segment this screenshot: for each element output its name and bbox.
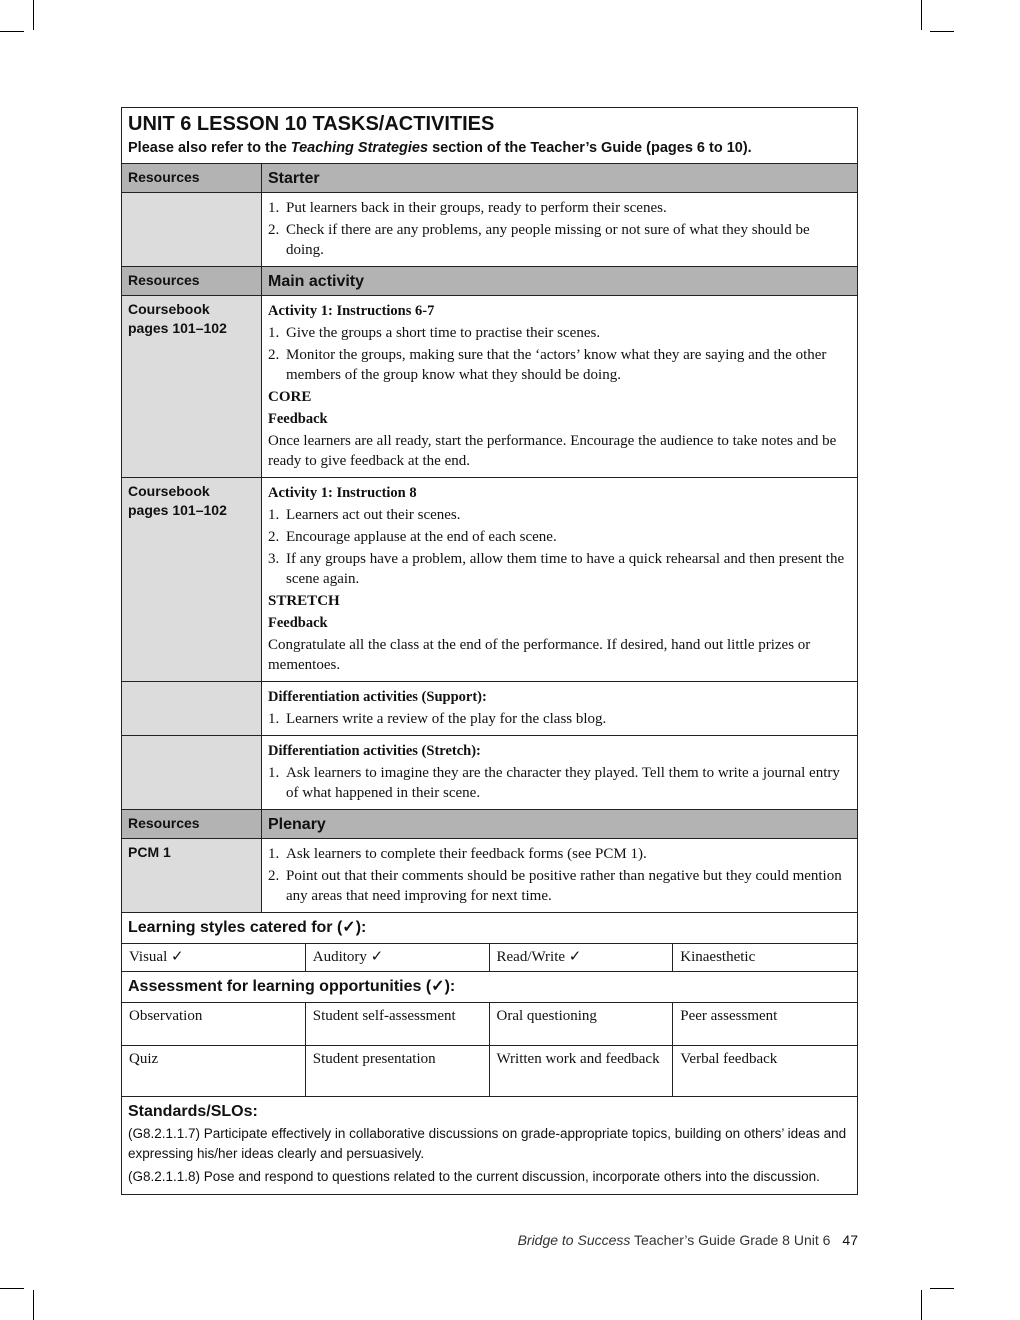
starter-content [262, 193, 857, 266]
standard-item: (G8.2.1.1.7) Participate effectively in collaborative discussions on grade-appropriate topics, building on others’ ideas and expressing his/her ideas clearly and persuasively. [128, 1126, 847, 1161]
diff-stretch-list [268, 763, 850, 803]
feedback-text: Congratulate all the class at the end of the performance. If desired, hand out little prizes or mementoes. [268, 637, 811, 673]
list-number: 2. [268, 347, 280, 363]
list-item [268, 323, 850, 343]
list-text: If any groups have a problem, allow them time to have a quick rehearsal and then present the scene again. [286, 551, 845, 587]
list-text: Ask learners to imagine they are the character they played. Tell them to write a journal entry of what happened in their scene. [286, 765, 840, 801]
page-number: 47 [842, 1232, 858, 1248]
list-number: 1. [268, 765, 280, 781]
subtitle-text: section of the Teacher’s Guide (pages 6 to 10). [428, 140, 752, 156]
lesson-table [121, 107, 858, 1195]
list-item [268, 763, 850, 803]
assessment-cell: Student self-assessment [306, 1003, 490, 1045]
list-item [268, 527, 850, 547]
standards-heading: Standards/SLOs: [128, 1103, 258, 1120]
learning-styles-row [122, 944, 857, 972]
list-number: 1. [268, 846, 280, 862]
assessment-row-1 [122, 1003, 857, 1046]
diff-support-row [122, 682, 857, 736]
diff-stretch-heading: Differentiation activities (Stretch): [268, 743, 481, 759]
standards-section [122, 1097, 857, 1194]
resource-cell: PCM 1 [122, 839, 262, 912]
subtitle-emphasis: Teaching Strategies [290, 140, 429, 156]
learning-style-visual: Visual ✓ [122, 944, 306, 971]
plenary-content [262, 839, 857, 912]
crop-mark [921, 0, 922, 30]
list-number: 1. [268, 507, 280, 523]
assessment-cell: Oral questioning [490, 1003, 674, 1045]
list-number: 1. [268, 325, 280, 341]
list-text: Put learners back in their groups, ready to perform their scenes. [286, 200, 667, 216]
assessment-cell: Student presentation [306, 1046, 490, 1096]
feedback-label: Feedback [268, 615, 328, 631]
main-row-2 [122, 478, 857, 682]
crop-mark [930, 31, 954, 32]
resource-cell [122, 193, 262, 266]
list-item [268, 220, 850, 260]
list-text: Learners act out their scenes. [286, 507, 461, 523]
list-text: Learners write a review of the play for the class blog. [286, 711, 607, 727]
list-text: Encourage applause at the end of each scene. [286, 529, 557, 545]
section-header-starter [122, 164, 857, 193]
crop-mark [930, 1288, 954, 1289]
section-heading: Starter [268, 170, 320, 187]
list-item [268, 505, 850, 525]
feedback-text: Once learners are all ready, start the performance. Encourage the audience to take notes and be ready to give feedback at the end. [268, 433, 837, 469]
list-item [268, 345, 850, 385]
assessment-cell: Written work and feedback [490, 1046, 674, 1096]
main-content-1 [262, 296, 857, 477]
diff-stretch-row [122, 736, 857, 810]
resources-label: Resources [122, 267, 262, 295]
starter-list [268, 198, 850, 260]
assessment-row-2 [122, 1046, 857, 1097]
assessment-cell: Quiz [122, 1046, 306, 1096]
list-text: Check if there are any problems, any people missing or not sure of what they should be doing. [286, 222, 810, 258]
section-heading: Main activity [268, 273, 365, 290]
crop-mark [33, 1290, 34, 1320]
resource-cell [122, 736, 262, 809]
list-item [268, 844, 850, 864]
learning-style-kinaesthetic: Kinaesthetic [680, 949, 756, 965]
resource-cell: Coursebook pages 101–102 [122, 296, 262, 477]
plenary-row [122, 839, 857, 913]
crop-mark [33, 0, 34, 30]
activity-list [268, 323, 850, 385]
page-subtitle [128, 138, 851, 158]
list-number: 2. [268, 529, 280, 545]
level-label: CORE [268, 389, 312, 405]
list-text: Point out that their comments should be positive rather than negative but they could mention any areas that need improving for next time. [286, 868, 842, 904]
crop-mark [0, 1288, 24, 1289]
assessment-heading: Assessment for learning opportunities (✓): [122, 972, 857, 1003]
footer-book-title: Bridge to Success [517, 1232, 631, 1248]
title-block [122, 108, 857, 164]
list-item [268, 866, 850, 906]
diff-support-heading: Differentiation activities (Support): [268, 689, 487, 705]
crop-mark [0, 31, 24, 32]
list-text: Ask learners to complete their feedback forms (see PCM 1). [286, 846, 647, 862]
activity-list [268, 505, 850, 589]
list-number: 2. [268, 868, 280, 884]
activity-heading: Activity 1: Instruction 8 [268, 485, 417, 501]
learning-style-read-write: Read/Write ✓ [490, 944, 674, 971]
list-number: 1. [268, 711, 280, 727]
main-content-2 [262, 478, 857, 681]
standard-item: (G8.2.1.1.8) Pose and respond to questions related to the current discussion, incorporate others into the discussion. [128, 1169, 820, 1184]
list-item [268, 549, 850, 589]
learning-styles-heading: Learning styles catered for (✓): [122, 913, 857, 944]
assessment-cell: Verbal feedback [680, 1051, 778, 1067]
footer-text: Teacher’s Guide Grade 8 Unit 6 [630, 1232, 831, 1248]
resource-cell [122, 682, 262, 735]
page-footer [450, 1232, 858, 1248]
subtitle-text: Please also refer to the [128, 140, 291, 156]
assessment-cell: Peer assessment [680, 1008, 778, 1024]
page-title: UNIT 6 LESSON 10 TASKS/ACTIVITIES [128, 113, 495, 135]
learning-style-auditory: Auditory ✓ [306, 944, 490, 971]
list-item [268, 709, 850, 729]
resources-label: Resources [122, 810, 262, 838]
plenary-list [268, 844, 850, 906]
section-heading: Plenary [268, 816, 326, 833]
feedback-label: Feedback [268, 411, 328, 427]
section-header-plenary [122, 810, 857, 839]
list-number: 2. [268, 222, 280, 238]
main-row-1 [122, 296, 857, 478]
diff-support-list [268, 709, 850, 729]
section-header-main [122, 267, 857, 296]
list-number: 1. [268, 200, 280, 216]
diff-support-content [262, 682, 857, 735]
diff-stretch-content [262, 736, 857, 809]
crop-mark [921, 1290, 922, 1320]
assessment-cell: Observation [122, 1003, 306, 1045]
list-text: Monitor the groups, making sure that the ‘actors’ know what they are saying and the other members of the group know what they should be doing. [286, 347, 827, 383]
resource-cell: Coursebook pages 101–102 [122, 478, 262, 681]
activity-heading: Activity 1: Instructions 6-7 [268, 303, 435, 319]
list-item [268, 198, 850, 218]
level-label: STRETCH [268, 593, 340, 609]
starter-row [122, 193, 857, 267]
list-number: 3. [268, 551, 280, 567]
resources-label: Resources [122, 164, 262, 192]
list-text: Give the groups a short time to practise their scenes. [286, 325, 601, 341]
